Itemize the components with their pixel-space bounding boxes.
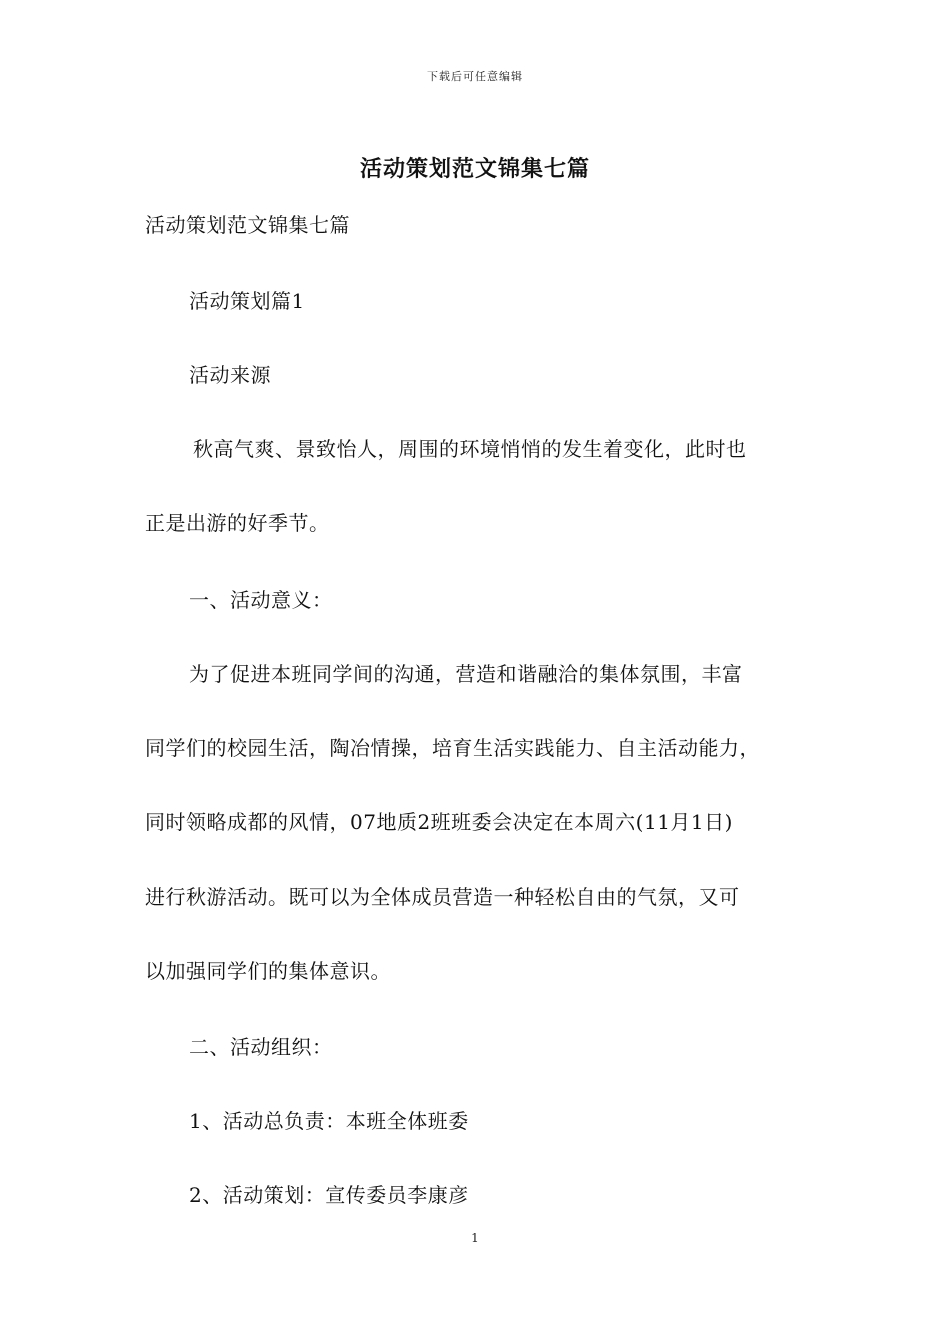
- paragraph-line: 秋高气爽、景致怡人，周围的环境悄悄的发生着变化，此时也: [193, 437, 747, 461]
- list-item: 1、活动总负责：本班全体班委: [189, 1109, 469, 1133]
- paragraph-line: 同时领略成都的风情，07地质2班班委会决定在本周六(11月1日): [145, 810, 733, 834]
- section-heading: 活动来源: [189, 363, 271, 387]
- paragraph-line: 为了促进本班同学间的沟通，营造和谐融洽的集体氛围，丰富: [189, 662, 743, 686]
- list-item: 2、活动策划：宣传委员李康彦: [189, 1183, 469, 1207]
- page-number: 1: [471, 1231, 479, 1245]
- document-title: 活动策划范文锦集七篇: [359, 156, 590, 182]
- paragraph-line: 以加强同学们的集体意识。: [145, 959, 391, 983]
- paragraph-line: 同学们的校园生活，陶冶情操，培育生活实践能力、自主活动能力，: [145, 736, 760, 760]
- header-note: 下载后可任意编辑: [427, 70, 523, 83]
- paragraph-line: 进行秋游活动。既可以为全体成员营造一种轻松自由的气氛，又可: [145, 885, 740, 909]
- section-heading: 活动策划篇1: [189, 289, 305, 313]
- subtitle-line: 活动策划范文锦集七篇: [145, 213, 350, 237]
- section-heading: 一、活动意义：: [189, 588, 333, 612]
- section-heading: 二、活动组织：: [189, 1035, 333, 1059]
- paragraph-line: 正是出游的好季节。: [145, 511, 330, 535]
